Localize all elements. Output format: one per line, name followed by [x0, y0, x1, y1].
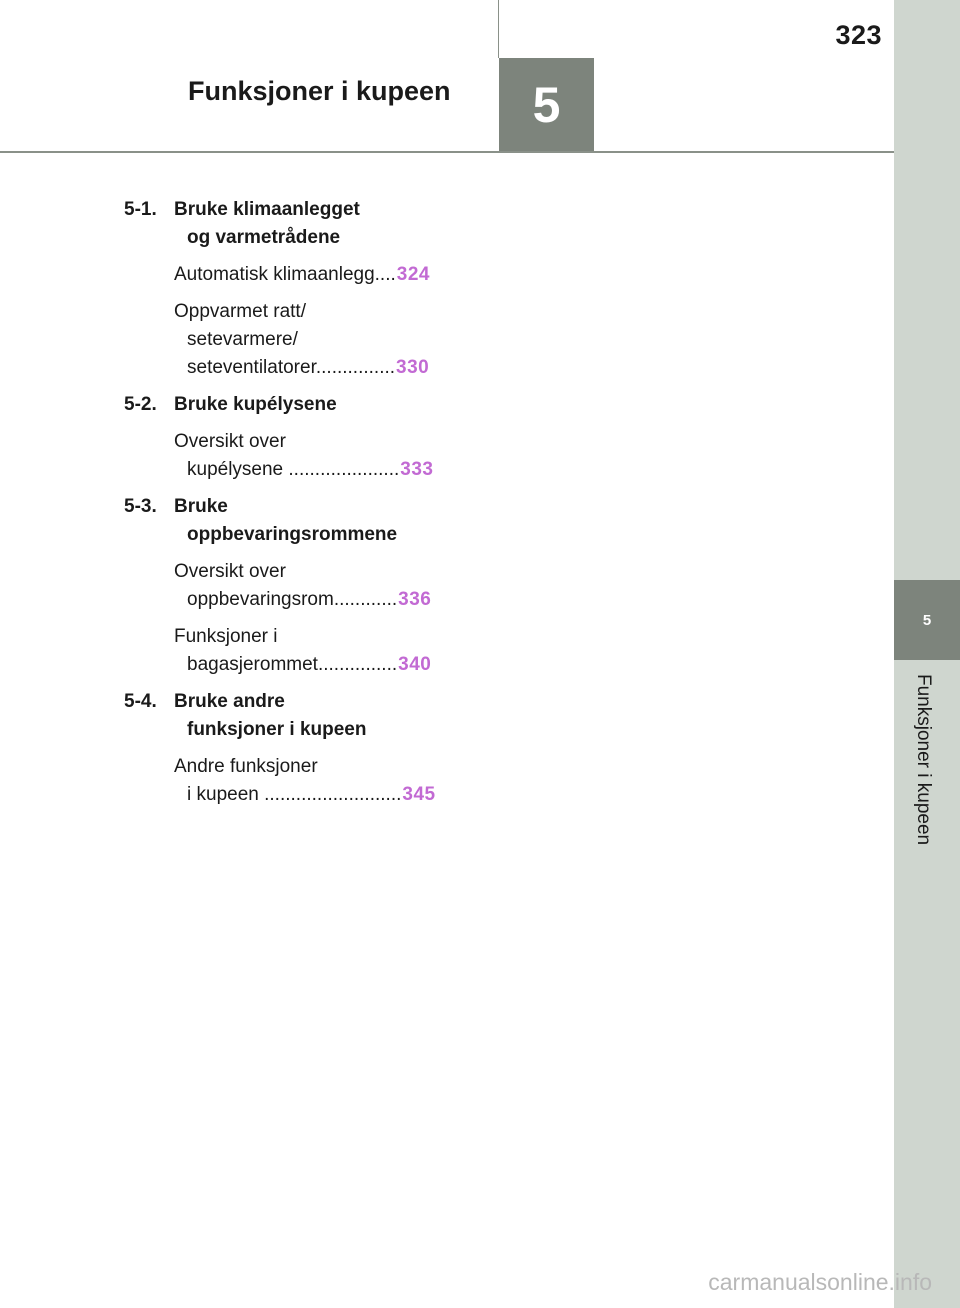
section-title-line: Bruke andre [174, 691, 285, 712]
section-number: 5-2. [124, 394, 157, 415]
watermark: carmanualsonline.info [708, 1269, 932, 1295]
toc-section [124, 391, 464, 419]
toc-entry-line [174, 586, 464, 614]
table-of-contents [124, 196, 464, 818]
chapter-number-box: 5 [499, 58, 594, 152]
toc-dot-leader: ............... [317, 654, 398, 675]
toc-entry-line [174, 354, 464, 382]
toc-dot-leader: ............... [315, 357, 396, 378]
toc-entry-line: Oppvarmet ratt/ [174, 301, 306, 322]
section-title-line: og varmetrådene [187, 227, 341, 248]
section-number: 5-1. [124, 199, 157, 220]
section-number: 5-3. [124, 496, 157, 517]
header-divider [0, 151, 894, 153]
toc-entry-line [174, 651, 464, 679]
toc-entry-line: Andre funksjoner [174, 756, 318, 777]
section-number: 5-4. [124, 691, 157, 712]
toc-dot-leader: ............ [333, 589, 398, 610]
toc-entry[interactable] [124, 428, 464, 484]
toc-entry-line [174, 781, 464, 809]
toc-entry-line [174, 261, 464, 289]
toc-dot-leader: ..................... [283, 459, 400, 480]
side-tab-number: 5 [894, 580, 960, 660]
toc-section [124, 196, 464, 252]
section-title [174, 688, 464, 744]
toc-page-link[interactable]: 324 [396, 264, 430, 285]
toc-page-link[interactable]: 345 [402, 784, 436, 805]
section-title [174, 196, 464, 252]
toc-entry-line [174, 456, 464, 484]
toc-entry-text: seteventilatorer [187, 357, 316, 378]
toc-section [124, 493, 464, 549]
toc-entry[interactable] [124, 623, 464, 679]
toc-dot-leader: .... [374, 264, 396, 285]
toc-entry[interactable] [124, 558, 464, 614]
toc-dot-leader: .......................... [258, 784, 402, 805]
toc-page-link[interactable]: 336 [398, 589, 432, 610]
toc-entry-text: Automatisk klimaanlegg [174, 264, 375, 285]
toc-entry-line: setevarmere/ [187, 329, 298, 350]
toc-entry[interactable] [124, 298, 464, 382]
section-title-line: Bruke [174, 496, 228, 517]
toc-entry-text: kupélysene [187, 459, 284, 480]
section-title-line: funksjoner i kupeen [187, 719, 367, 740]
section-title [174, 493, 464, 549]
toc-page-link[interactable]: 330 [396, 357, 430, 378]
toc-entry-line: Funksjoner i [174, 626, 278, 647]
toc-entry-line: Oversikt over [174, 561, 286, 582]
side-tab-label: Funksjoner i kupeen [913, 674, 934, 846]
toc-page-link[interactable]: 333 [400, 459, 434, 480]
header-vertical-divider [498, 0, 499, 58]
section-title-line: oppbevaringsrommene [187, 524, 398, 545]
section-title [174, 391, 464, 419]
section-title-line: Bruke klimaanlegget [174, 199, 360, 220]
toc-entry-text: bagasjerommet [187, 654, 318, 675]
toc-entry-line: Oversikt over [174, 431, 286, 452]
toc-page-link[interactable]: 340 [398, 654, 432, 675]
chapter-title: Funksjoner i kupeen [188, 76, 451, 106]
toc-entry-text: oppbevaringsrom [187, 589, 334, 610]
toc-section [124, 688, 464, 744]
toc-entry-text: i kupeen [187, 784, 259, 805]
page-number: 323 [835, 20, 882, 50]
section-title-line: Bruke kupélysene [174, 394, 337, 415]
toc-entry[interactable] [124, 753, 464, 809]
toc-entry[interactable] [124, 261, 464, 289]
